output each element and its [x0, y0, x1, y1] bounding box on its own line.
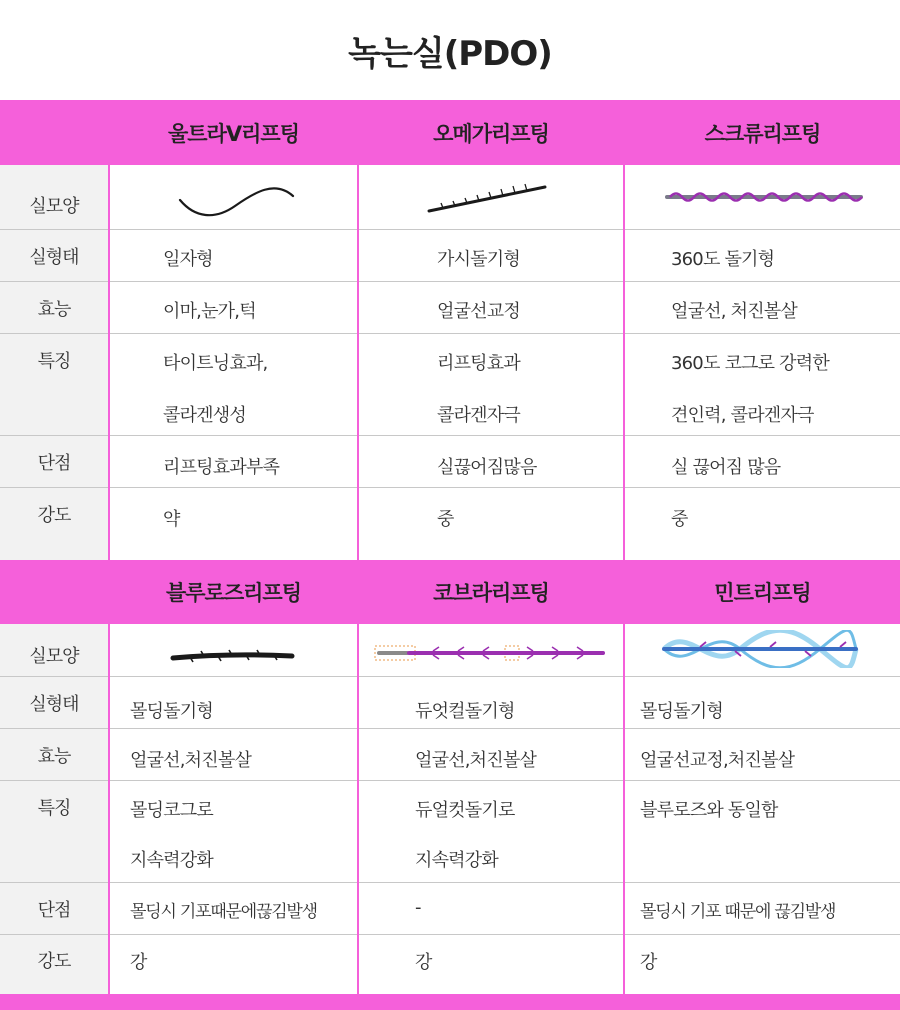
cell-feature: 콜라겐생성 — [163, 405, 246, 426]
cell-form: 듀엇컬돌기형 — [415, 701, 515, 722]
row-label-strength: 강도 — [37, 951, 71, 972]
column-divider — [108, 624, 110, 994]
row-divider — [0, 728, 900, 729]
row-divider — [0, 934, 900, 935]
row-label-shape: 실모양 — [29, 196, 79, 217]
page-title: 녹는실(PDO) — [348, 33, 552, 74]
cell-feature: 360도 코그로 강력한 — [671, 353, 829, 374]
cell-strength: 중 — [437, 509, 454, 530]
row-divider — [0, 229, 900, 230]
column-divider — [623, 624, 625, 994]
column-header: 스크류리프팅 — [704, 121, 821, 146]
cell-feature: 블루로즈와 동일함 — [640, 800, 778, 821]
row-divider — [0, 333, 900, 334]
cell-drawback: 리프팅효과부족 — [163, 457, 280, 478]
cell-effect: 이마,눈가,턱 — [163, 301, 256, 322]
cell-feature: 견인력, 콜라겐자극 — [671, 405, 814, 426]
cell-drawback: 실 끊어짐 많음 — [671, 457, 781, 478]
cell-drawback: 실끊어짐많음 — [437, 457, 537, 478]
column-divider — [108, 165, 110, 560]
row-label-feature: 특징 — [37, 798, 71, 819]
row-label-drawback: 단점 — [37, 453, 71, 474]
row-divider — [0, 435, 900, 436]
cell-feature: 몰딩코그로 — [130, 800, 213, 821]
cell-strength: 중 — [671, 509, 688, 530]
cell-drawback: 몰딩시 기포때문에끊김발생 — [130, 902, 317, 922]
cell-feature: 지속력강화 — [130, 850, 213, 871]
table-footer-band — [0, 994, 900, 1010]
cell-strength: 강 — [130, 952, 147, 973]
row-label-effect: 효능 — [37, 746, 71, 767]
cell-drawback: 몰딩시 기포 때문에 끊김발생 — [640, 902, 836, 922]
column-divider — [623, 165, 625, 560]
column-divider — [357, 165, 359, 560]
dual-cog-thread-icon — [373, 640, 609, 666]
cell-strength: 강 — [640, 952, 657, 973]
row-label-strength: 강도 — [37, 505, 71, 526]
cell-feature: 리프팅효과 — [437, 353, 520, 374]
column-header: 코브라리프팅 — [433, 581, 549, 605]
cell-form: 가시돌기형 — [437, 249, 520, 270]
cell-form: 360도 돌기형 — [671, 249, 775, 270]
row-label-feature: 특징 — [37, 351, 71, 372]
row-label-form: 실형태 — [29, 247, 79, 268]
cell-feature: 타이트닝효과, — [163, 353, 268, 374]
column-header: 오메가리프팅 — [433, 121, 549, 146]
cell-feature: 지속력강화 — [415, 850, 498, 871]
cell-strength: 강 — [415, 952, 432, 973]
row-divider — [0, 882, 900, 883]
row-divider — [0, 281, 900, 282]
cell-effect: 얼굴선교정 — [437, 301, 520, 322]
row-divider — [0, 487, 900, 488]
cell-strength: 약 — [163, 509, 180, 530]
cell-effect: 얼굴선, 처진볼살 — [671, 301, 797, 322]
row-label-drawback: 단점 — [37, 900, 71, 921]
row-divider — [0, 780, 900, 781]
column-header: 블루로즈리프팅 — [165, 581, 301, 605]
row-label-form: 실형태 — [29, 694, 79, 715]
cell-drawback: - — [415, 897, 421, 918]
wavy-thread-icon — [175, 178, 300, 223]
column-header: 민트리프팅 — [714, 581, 811, 605]
barbed-thread-icon — [425, 182, 550, 217]
cell-effect: 얼굴선교정,처진볼살 — [640, 750, 795, 771]
cell-form: 일자형 — [163, 249, 213, 270]
cell-feature: 콜라겐자극 — [437, 405, 520, 426]
row-label-shape: 실모양 — [29, 645, 79, 667]
cell-form: 몰딩돌기형 — [640, 701, 723, 722]
column-header: 울트라V리프팅 — [168, 121, 299, 146]
screw-thread-icon — [662, 187, 867, 207]
cell-feature: 듀얼컷돌기로 — [415, 800, 515, 821]
molded-cog-thread-icon — [170, 644, 295, 666]
cell-form: 몰딩돌기형 — [130, 701, 213, 722]
row-divider — [0, 676, 900, 677]
mint-thread-icon — [660, 630, 860, 668]
row-label-effect: 효능 — [37, 299, 71, 320]
column-divider — [357, 624, 359, 994]
cell-effect: 얼굴선,처진볼살 — [130, 750, 252, 771]
cell-effect: 얼굴선,처진볼살 — [415, 750, 537, 771]
